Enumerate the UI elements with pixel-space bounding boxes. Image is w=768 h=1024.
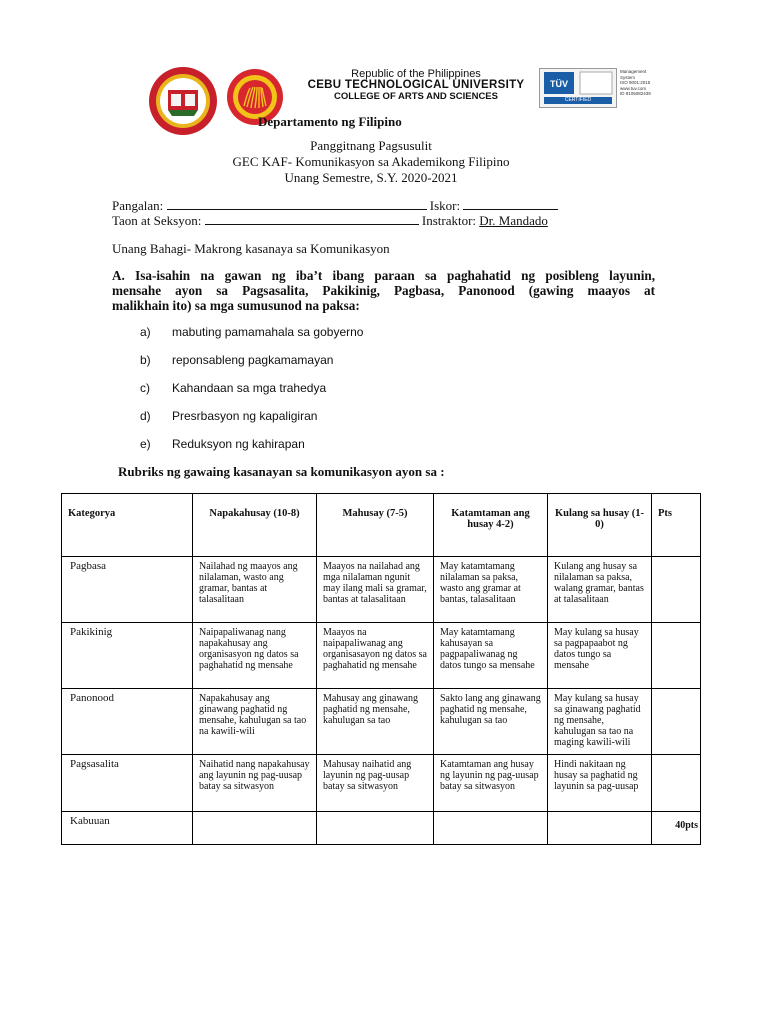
total-points: 40pts [652,812,701,845]
empty-cell [548,812,652,845]
rubric-row [62,755,701,812]
instruction-paragraph [112,268,655,313]
points-cell[interactable] [652,623,701,689]
header-cell: Kategorya [62,494,193,557]
criteria-cell: Sakto lang ang ginawang paghatid ng mensahe, kahulugan sa tao [434,689,548,755]
empty-cell [193,812,317,845]
category-cell: Pagsasalita [62,755,193,812]
instruction-line: mensahe ayon sa Pagsasalita, Pakikinig, Pagbasa, Panonood (gawing maayos at [112,283,655,298]
college-name: COLLEGE OF ARTS AND SCIENCES [334,91,498,102]
criteria-cell: Maayos na nailahad ang mga nilalaman ngunit may ilang mali sa gramar, bantas at talasalitaan [317,557,434,623]
topic-text: Kahandaan sa mga trahedya [172,381,327,395]
tuv-certification-logo [539,68,617,108]
republic-line: Republic of the Philippines [351,68,481,80]
topic-text: Presrbasyon ng kapaligiran [172,409,318,423]
criteria-cell: May kulang sa husay sa pagpapaabot ng datos tungo sa mensahe [548,623,652,689]
rubric-title: Rubriks ng gawaing kasanayan sa komunikasyon ayon sa : [118,464,445,479]
topic-text: reponsableng pagkamamayan [172,353,334,367]
rubric-total-row [62,812,701,845]
name-field-line[interactable] [167,198,427,210]
criteria-cell: Mahusay ang ginawang paghatid ng mensahe, kahulugan sa tao [317,689,434,755]
instruction-line: malikhain ito) sa mga sumusunod na paksa: [112,298,360,313]
criteria-cell: Naipapaliwanag nang napakahusay ang organisasyon ng datos sa paghahatid ng mensahe [193,623,317,689]
university-name: CEBU TECHNOLOGICAL UNIVERSITY [307,79,525,91]
points-cell[interactable] [652,689,701,755]
cert-details: Management System ISO 9001:2015 www.tuv.com ID 9105082439 [620,69,651,96]
category-cell: Panonood [62,689,193,755]
criteria-cell: Maayos na naipapaliwanag ang organisasayon ng datos sa paghahatid ng mensahe [317,623,434,689]
rubric-header-row [62,494,701,557]
criteria-cell: Mahusay naihatid ang layunin ng pag-uusap batay sa sitwasyon [317,755,434,812]
topic-item [140,381,326,395]
category-cell: Pagbasa [62,557,193,623]
topic-letter: e) [140,437,151,451]
header-cell: Katamtaman ang husay 4-2) [434,494,548,557]
name-score-row [112,198,558,214]
topic-item [140,409,317,423]
criteria-cell: Napakahusay ang ginawang paghatid ng mensahe, kahulugan sa tao na kawili-wili [193,689,317,755]
header-cell: Kulang sa husay (1-0) [548,494,652,557]
topic-letter: d) [140,409,151,423]
course-title: GEC KAF- Komunikasyon sa Akademikong Filipino [232,154,510,169]
instruction-line: A. Isa-isahin na gawan ng iba’t ibang paraan sa paghahatid ng posibleng layunin, [112,268,655,283]
topic-text: Reduksyon ng kahirapan [172,437,305,451]
topic-letter: a) [140,325,151,339]
rubric-table [61,493,701,845]
header-cell: Napakahusay (10-8) [193,494,317,557]
topic-text: mabuting pamamahala sa gobyerno [172,325,364,339]
criteria-cell: Naihatid nang napakahusay ang layunin ng pag-uusap batay sa sitwasyon [193,755,317,812]
empty-cell [434,812,548,845]
topic-item [140,437,305,451]
total-label: Kabuuan [62,812,193,845]
criteria-cell: Katamtaman ang husay ng layunin ng pag-uusap batay sa sitwasyon [434,755,548,812]
score-field-line[interactable] [463,198,558,210]
criteria-cell: May katamtamang kahusayan sa pagpapaliwanag ng datos tungo sa mensahe [434,623,548,689]
topic-item [140,325,363,339]
topic-letter: b) [140,353,151,367]
institution-header [292,69,540,102]
semester-title: Unang Semestre, S.Y. 2020-2021 [284,170,458,185]
topic-item [140,353,333,367]
criteria-cell: May katamtamang nilalaman sa paksa, wasto ang gramar at bantas, talasalitaan [434,557,548,623]
score-label: Iskor: [429,198,461,213]
header-cell: Pts [652,494,701,557]
department-title: Departamento ng Filipino [258,114,402,129]
cert-badge-text: CERTIFIED [564,97,592,103]
category-cell: Pakikinig [62,623,193,689]
section-field-line[interactable] [205,213,419,225]
section-instructor-row [112,213,548,229]
rubric-row [62,623,701,689]
university-seal-logo [148,66,218,136]
svg-text:TÜV: TÜV [550,79,568,89]
header-cell: Mahusay (7-5) [317,494,434,557]
instructor-label: Instraktor: [421,213,477,228]
points-cell[interactable] [652,755,701,812]
instructor-name: Dr. Mandado [479,213,548,228]
rubric-row [62,557,701,623]
exam-title: Panggitnang Pagsusulit [310,138,432,153]
criteria-cell: Nailahad ng maayos ang nilalaman, wasto ang gramar, bantas at talasalitaan [193,557,317,623]
rubric-row [62,689,701,755]
criteria-cell: Kulang ang husay sa nilalaman sa paksa, walang gramar, bantas at talasalitaan [548,557,652,623]
empty-cell [317,812,434,845]
part-title: Unang Bahagi- Makrong kasanaya sa Komunikasyon [112,241,390,256]
topic-letter: c) [140,381,150,395]
criteria-cell: May kulang sa husay sa ginawang paghatid ng mensahe, kahulugan sa tao na maging kawili-wili [548,689,652,755]
name-label: Pangalan: [112,198,164,213]
criteria-cell: Hindi nakitaan ng husay sa paghatid ng layunin sa pag-uusap [548,755,652,812]
section-label: Taon at Seksyon: [112,213,202,228]
points-cell[interactable] [652,557,701,623]
